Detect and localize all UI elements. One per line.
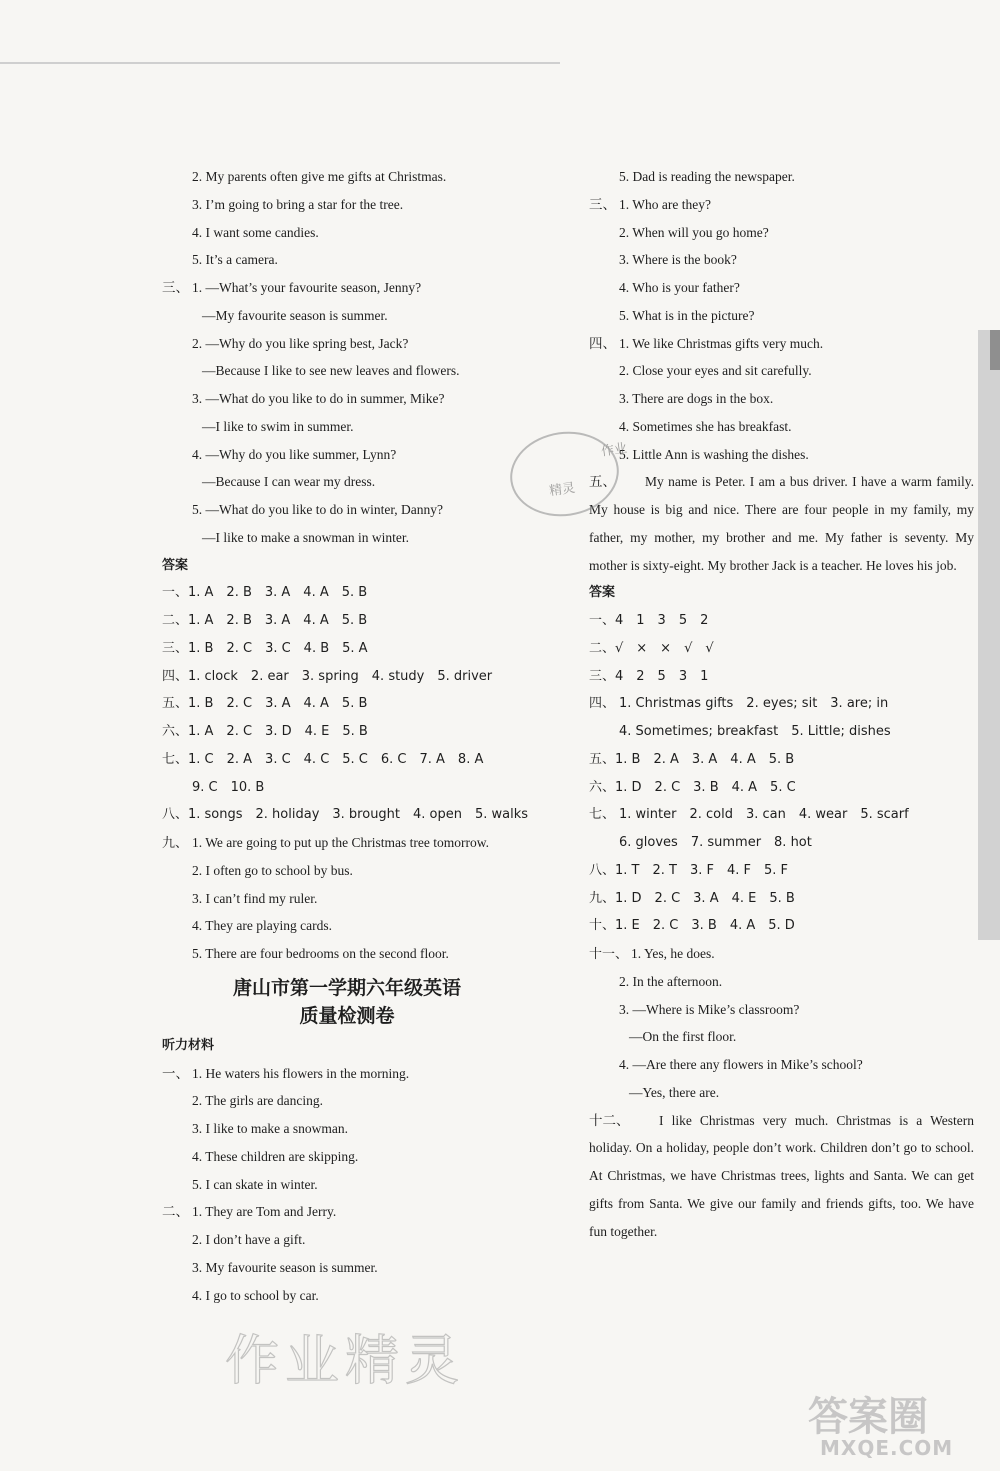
listening-line: 三、 1. Who are they? bbox=[589, 191, 974, 219]
section-number: 四、 bbox=[589, 335, 616, 351]
answer-line: 五、1. B 2. C 3. A 4. A 5. B bbox=[162, 696, 368, 712]
left-column bbox=[162, 163, 532, 1309]
exam-title-line2: 质量检测卷 bbox=[299, 1004, 395, 1027]
answer-line: 3. I can’t find my ruler. bbox=[192, 890, 318, 906]
page-edge-strip bbox=[978, 330, 1000, 940]
listening-line: 5. I can skate in winter. bbox=[192, 1176, 318, 1192]
right-column bbox=[589, 163, 974, 1245]
listening-line: —My favourite season is summer. bbox=[202, 307, 388, 323]
answer-line: 九、1. D 2. C 3. A 4. E 5. B bbox=[589, 890, 795, 906]
answer-line: 一、4 1 3 5 2 bbox=[589, 613, 709, 628]
answer-line: 八、1. T 2. T 3. F 4. F 5. F bbox=[589, 862, 788, 878]
answer-line: 4. Sometimes; breakfast 5. Little; dishes bbox=[619, 724, 891, 739]
answer-line: 八、1. songs 2. holiday 3. brought 4. open 5. walks bbox=[162, 807, 529, 823]
listening-line: 2. I don’t have a gift. bbox=[192, 1232, 306, 1247]
listening-line: —I like to make a snowman in winter. bbox=[202, 529, 409, 545]
answer-line: —On the first floor. bbox=[629, 1029, 737, 1045]
listening-line: 4. These children are skipping. bbox=[192, 1148, 359, 1164]
listening-line: 3. Where is the book? bbox=[619, 252, 737, 268]
watermark-stamp: 作业 精灵 bbox=[505, 425, 625, 523]
top-rule bbox=[0, 62, 560, 64]
watermark-logo: 答案圈 bbox=[808, 1394, 928, 1440]
section-number: 三、 bbox=[162, 280, 189, 295]
answers-header: 答案 bbox=[162, 557, 189, 573]
answer-line: 十、1. E 2. C 3. B 4. A 5. D bbox=[589, 918, 795, 934]
listening-line: 4. I go to school by car. bbox=[192, 1287, 319, 1303]
answer-line: 四、 1. Christmas gifts 2. eyes; sit 3. are; in bbox=[589, 690, 974, 718]
passage-paragraph: 十二、 I like Christmas very much. Christmas is a Western holiday. On a holiday, people don’t work. Children don’t go to school. At Christmas, we have Christmas trees, lights and Santa. We can get gifts from Santa. We give our family and friends gifts, too. We have fun together. bbox=[589, 1107, 974, 1246]
section-number: 十二、 bbox=[589, 1112, 630, 1128]
listening-line: 5. Dad is reading the newspaper. bbox=[619, 169, 795, 184]
listening-line: —Because I can wear my dress. bbox=[202, 474, 376, 490]
listening-line: 5. —What do you like to do in winter, Danny? bbox=[192, 502, 444, 517]
answer-line: 4. They are playing cards. bbox=[192, 918, 332, 934]
listening-line: 三、 1. —What’s your favourite season, Jenny? bbox=[162, 274, 532, 302]
answer-line: 三、1. B 2. C 3. C 4. B 5. A bbox=[162, 640, 368, 656]
listening-line: 四、 1. We like Christmas gifts very much. bbox=[589, 330, 974, 358]
section-number: 九、 bbox=[162, 836, 189, 851]
listening-line: 2. —Why do you like spring best, Jack? bbox=[192, 335, 409, 351]
listening-line: 3. I’m going to bring a star for the tree. bbox=[192, 196, 404, 212]
answer-line: 六、1. D 2. C 3. B 4. A 5. C bbox=[589, 779, 796, 795]
watermark-text: 作业精灵 bbox=[225, 1329, 465, 1392]
listening-line: 4. I want some candies. bbox=[192, 224, 319, 240]
answer-line: 9. C 10. B bbox=[192, 779, 265, 795]
listening-line: 2. When will you go home? bbox=[619, 224, 769, 240]
listening-line: 2. The girls are dancing. bbox=[192, 1093, 323, 1109]
listening-header: 听力材料 bbox=[162, 1037, 215, 1053]
section-number: 三、 bbox=[589, 196, 616, 212]
section-number: 五、 bbox=[589, 474, 616, 490]
answer-line: 五、1. B 2. A 3. A 4. A 5. B bbox=[589, 751, 795, 767]
listening-line: 5. It’s a camera. bbox=[192, 252, 278, 268]
answer-line: 4. —Are there any flowers in Mike’s school? bbox=[619, 1057, 863, 1072]
answer-line: 三、4 2 5 3 1 bbox=[589, 668, 709, 684]
section-number: 二、 bbox=[162, 1204, 189, 1220]
answer-line: 2. I often go to school by bus. bbox=[192, 862, 353, 878]
answer-line: 2. In the afternoon. bbox=[619, 973, 723, 989]
watermark-url: MXQE.COM bbox=[820, 1436, 954, 1460]
answer-line: 3. —Where is Mike’s classroom? bbox=[619, 1001, 800, 1017]
exam-title bbox=[162, 968, 532, 1032]
listening-line: 5. What is in the picture? bbox=[619, 307, 755, 323]
listening-line: 2. My parents often give me gifts at Christmas. bbox=[192, 169, 447, 184]
section-number: 四、 bbox=[589, 696, 616, 712]
answer-line: 六、1. A 2. C 3. D 4. E 5. B bbox=[162, 724, 368, 739]
answer-line: 七、1. C 2. A 3. C 4. C 5. C 6. C 7. A 8. A bbox=[162, 751, 484, 767]
listening-line: 4. —Why do you like summer, Lynn? bbox=[192, 446, 397, 462]
answer-line: 二、√ × × √ √ bbox=[589, 640, 714, 656]
listening-line: 3. —What do you like to do in summer, Mike? bbox=[192, 391, 445, 406]
listening-line: 3. I like to make a snowman. bbox=[192, 1121, 348, 1136]
listening-line: —I like to swim in summer. bbox=[202, 418, 354, 434]
listening-line: —Because I like to see new leaves and flowers. bbox=[202, 363, 460, 379]
answer-line: 七、 1. winter 2. cold 3. can 4. wear 5. scarf bbox=[589, 801, 974, 829]
answer-line: 6. gloves 7. summer 8. hot bbox=[619, 835, 812, 850]
listening-line: 3. My favourite season is summer. bbox=[192, 1259, 378, 1275]
listening-line: 二、 1. They are Tom and Jerry. bbox=[162, 1198, 532, 1226]
answers-header: 答案 bbox=[589, 585, 616, 601]
exam-title-line1: 唐山市第一学期六年级英语 bbox=[232, 976, 461, 999]
page-edge-marker bbox=[990, 330, 1000, 370]
listening-line: 一、 1. He waters his flowers in the morning. bbox=[162, 1060, 532, 1088]
section-number: 一、 bbox=[162, 1065, 189, 1081]
listening-line: 3. There are dogs in the box. bbox=[619, 391, 774, 406]
listening-line: 2. Close your eyes and sit carefully. bbox=[619, 363, 812, 379]
listening-line: 5. Little Ann is washing the dishes. bbox=[619, 446, 809, 462]
answer-line: 四、1. clock 2. ear 3. spring 4. study 5. driver bbox=[162, 668, 493, 684]
answer-line: 二、1. A 2. B 3. A 4. A 5. B bbox=[162, 613, 368, 628]
listening-line: 4. Sometimes she has breakfast. bbox=[619, 418, 792, 434]
answer-line: 十一、 1. Yes, he does. bbox=[589, 940, 974, 968]
passage-paragraph: 五、 My name is Peter. I am a bus driver. I have a warm family. My house is big and nice. There are four people in my family, my father, my mother, my brother and me. My father is seventy. My mother is sixty-eight. My brother Jack is a teacher. He loves his job. bbox=[589, 468, 974, 579]
listening-line: 4. Who is your father? bbox=[619, 280, 740, 295]
answer-line: 一、1. A 2. B 3. A 4. A 5. B bbox=[162, 585, 368, 601]
section-number: 十一、 bbox=[589, 947, 629, 962]
section-number: 七、 bbox=[589, 807, 616, 823]
answer-line: 5. There are four bedrooms on the second floor. bbox=[192, 946, 449, 961]
answer-line: 九、 1. We are going to put up the Christmas tree tomorrow. bbox=[162, 829, 532, 857]
answer-line: —Yes, there are. bbox=[629, 1084, 720, 1100]
